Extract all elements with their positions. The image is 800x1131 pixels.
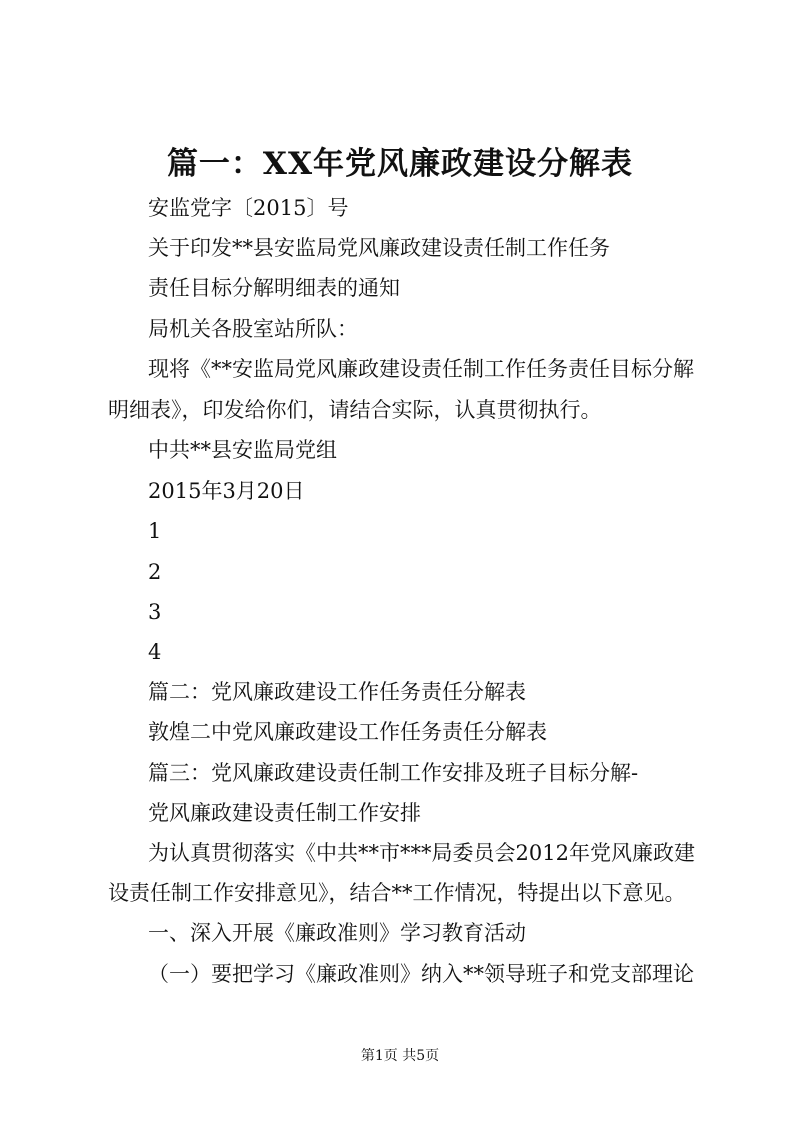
number-line-3: 3: [148, 600, 162, 624]
section-three-subtitle: 党风廉政建设责任制工作安排: [148, 801, 421, 825]
number-line-2: 2: [148, 560, 162, 584]
date-line: 2015年3月20日: [148, 479, 305, 503]
section-three-paragraph-line-2: 设责任制工作安排意见》，结合**工作情况，特提出以下意见。: [108, 881, 686, 905]
section-three-paragraph-line-1: 为认真贯彻落实《中共**市***局委员会2012年党风廉政建: [148, 841, 695, 865]
document-title: 篇一：XX年党风廉政建设分解表: [166, 146, 634, 182]
signature-line: 中共**县安监局党组: [148, 438, 337, 462]
body-paragraph-line-2: 明细表》，印发给你们，请结合实际，认真贯彻执行。: [108, 398, 602, 422]
notice-title-line-1: 关于印发**县安监局党风廉政建设责任制工作任务: [148, 236, 610, 260]
page-footer: 第1页 共5页: [360, 1048, 440, 1064]
section-two-heading: 篇二：党风廉政建设工作任务责任分解表: [148, 680, 526, 704]
notice-title-line-2: 责任目标分解明细表的通知: [148, 276, 400, 300]
item-one-heading: 一、深入开展《廉政准则》学习教育活动: [148, 921, 526, 945]
number-line-1: 1: [148, 519, 162, 543]
section-three-heading: 篇三：党风廉政建设责任制工作安排及班子目标分解-: [148, 761, 639, 785]
section-two-subtitle: 敦煌二中党风廉政建设工作任务责任分解表: [148, 720, 547, 744]
doc-number-line: 安监党字〔2015〕号: [148, 196, 349, 220]
number-line-4: 4: [148, 640, 162, 664]
item-one-sub-line: （一）要把学习《廉政准则》纳入**领导班子和党支部理论: [148, 962, 694, 986]
body-paragraph-line-1: 现将《**安监局党风廉政建设责任制工作任务责任目标分解: [148, 357, 694, 381]
addressee-line: 局机关各股室站所队：: [148, 317, 358, 341]
